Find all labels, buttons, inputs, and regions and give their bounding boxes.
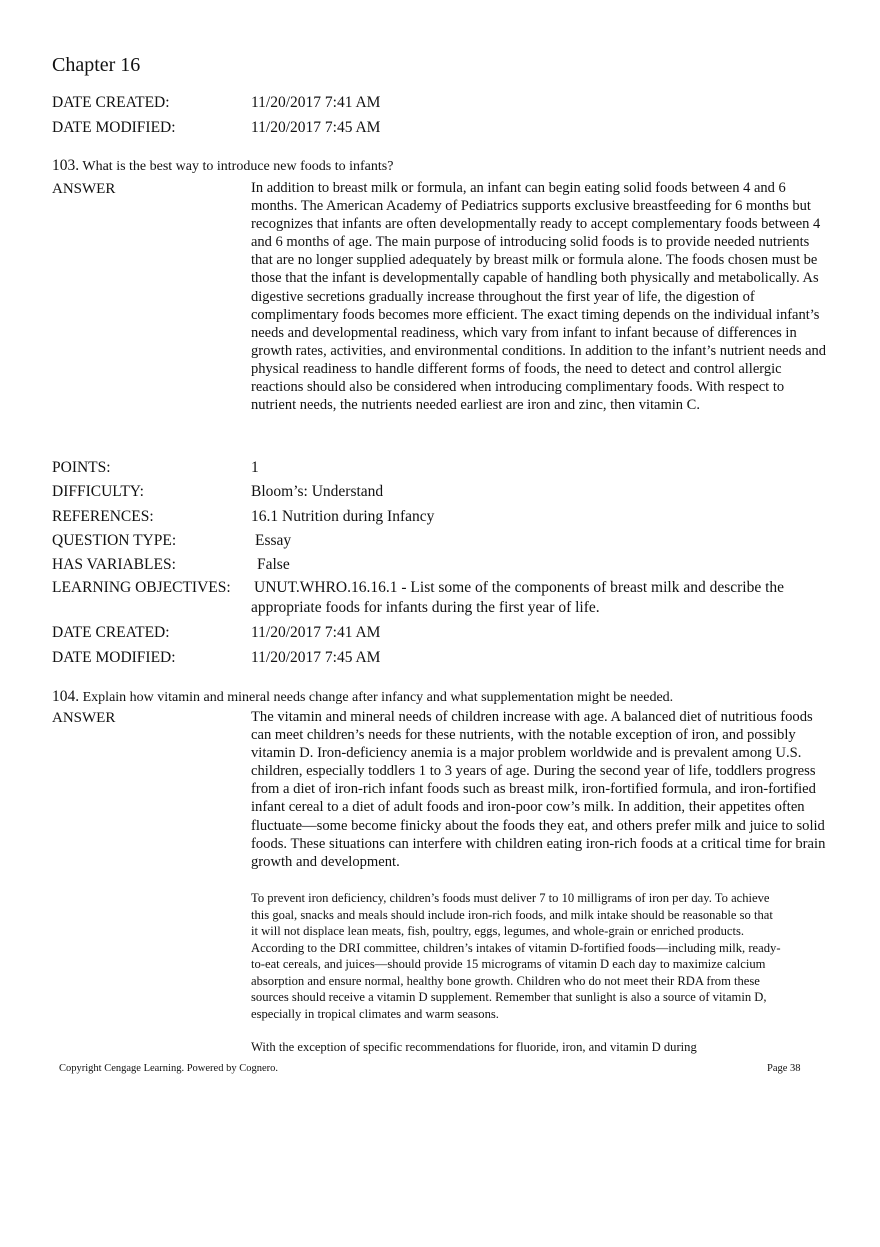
date-modified-label: DATE MODIFIED: [52,119,176,136]
date-created-value: 11/20/2017 7:41 AM [251,94,381,111]
has-variables-label: HAS VARIABLES: [52,556,176,573]
answer-paragraph-2: To prevent iron deficiency, children’s foods must deliver 7 to 10 milligrams of iron per day. To achieve this goal, snacks and meals should include iron-rich foods, and milk intake should be reasonable so that it will not displace lean meats, fish, poultry, eggs, legumes, and whole-grain or enriched products. According to the DRI committee, children’s intakes of vitamin D-fortified foods—including milk, ready-to-eat cereals, and juices—should provide 15 micrograms of vitamin D each day to maximize calcium absorption and ensure normal, healthy bone growth. Children who do not meet their RDA from these sources should receive a vitamin D supplement. Remember that sunlight is also a source of vitamin D, especially in tropical climates and warm seasons. [251,891,781,1021]
footer-page-number: Page 38 [767,1063,801,1074]
learning-objectives-label: LEARNING OBJECTIVES: [52,579,231,596]
question-number: 104. [52,688,80,705]
question-103 [52,157,393,176]
references-label: REFERENCES: [52,508,154,525]
learning-objectives-value: UNUT.WHRO.16.16.1 - List some of the components of breast milk and describe the appropriate foods for infants during the first year of life. [251,579,785,616]
date-modified-value: 11/20/2017 7:45 AM [251,649,381,666]
answer-paragraph-1: The vitamin and mineral needs of children increase with age. A balanced diet of nutritious foods can meet children’s needs for these nutrients, with the notable exception of iron, and possibly vitamin D. Iron-deficiency anemia is a major problem worldwide and is prevalent among U.S. children, especially toddlers 1 to 3 years of age. During the second year of life, toddlers progress from a diet of iron-rich infant foods such as breast milk, iron-fortified formula, and iron-fortified infant cereal to a diet of adult foods and iron-poor cow’s milk. In addition, their appetites often fluctuate—some become finicky about the foods they eat, and others prefer milk and juice to solid foods. These situations can interfere with children eating iron-rich foods at a critical time for brain growth and development. [251,709,826,870]
points-value: 1 [251,459,259,476]
answer-label: ANSWER [52,710,116,726]
difficulty-label: DIFFICULTY: [52,483,144,500]
question-type-value: Essay [255,532,292,549]
points-label: POINTS: [52,459,111,476]
date-created-label: DATE CREATED: [52,94,170,111]
question-type-label: QUESTION TYPE: [52,532,177,549]
difficulty-value: Bloom’s: Understand [251,483,384,500]
answer-paragraph-3: With the exception of specific recommendations for fluoride, iron, and vitamin D during [251,1040,697,1054]
learning-objectives-row [52,578,832,622]
question-number: 103. [52,157,80,174]
question-104 [52,688,673,707]
question-text: Explain how vitamin and mineral needs change after infancy and what supplementation might be needed. [82,690,674,705]
chapter-title: Chapter 16 [52,54,141,76]
answer-label: ANSWER [52,181,116,197]
date-modified-value: 11/20/2017 7:45 AM [251,119,381,136]
has-variables-value: False [257,556,290,573]
date-modified-label: DATE MODIFIED: [52,649,176,666]
date-created-value: 11/20/2017 7:41 AM [251,624,381,641]
answer-text: In addition to breast milk or formula, an infant can begin eating solid foods between 4 and 6 months. The American Academy of Pediatrics supports exclusive breastfeeding for 6 months but recognizes that infants are often developmentally ready to accept complementary foods between 4 and 6 months of age. The main purpose of introducing solid foods is to provide needed nutrients that are no longer supplied adequately by breast milk or formula alone. The foods chosen must be those that the infant is developmentally capable of handling both physically and metabolically. As digestive secretions gradually increase throughout the first year of life, the digestion of complimentary foods becomes more efficient. The exact timing depends on the individual infant’s needs and developmental readiness, which vary from infant to infant because of differences in growth rates, activities, and environmental conditions. In addition to the infant’s nutrient needs and physical readiness to handle different forms of foods, the need to detect and control allergic reactions should also be considered when introducing complimentary foods. With respect to nutrient needs, the nutrients needed earliest are iron and zinc, then vitamin C. [251,180,827,414]
question-text: What is the best way to introduce new foods to infants? [82,159,394,174]
references-value: 16.1 Nutrition during Infancy [251,508,435,525]
date-created-label: DATE CREATED: [52,624,170,641]
footer-copyright: Copyright Cengage Learning. Powered by Cognero. [59,1063,278,1074]
